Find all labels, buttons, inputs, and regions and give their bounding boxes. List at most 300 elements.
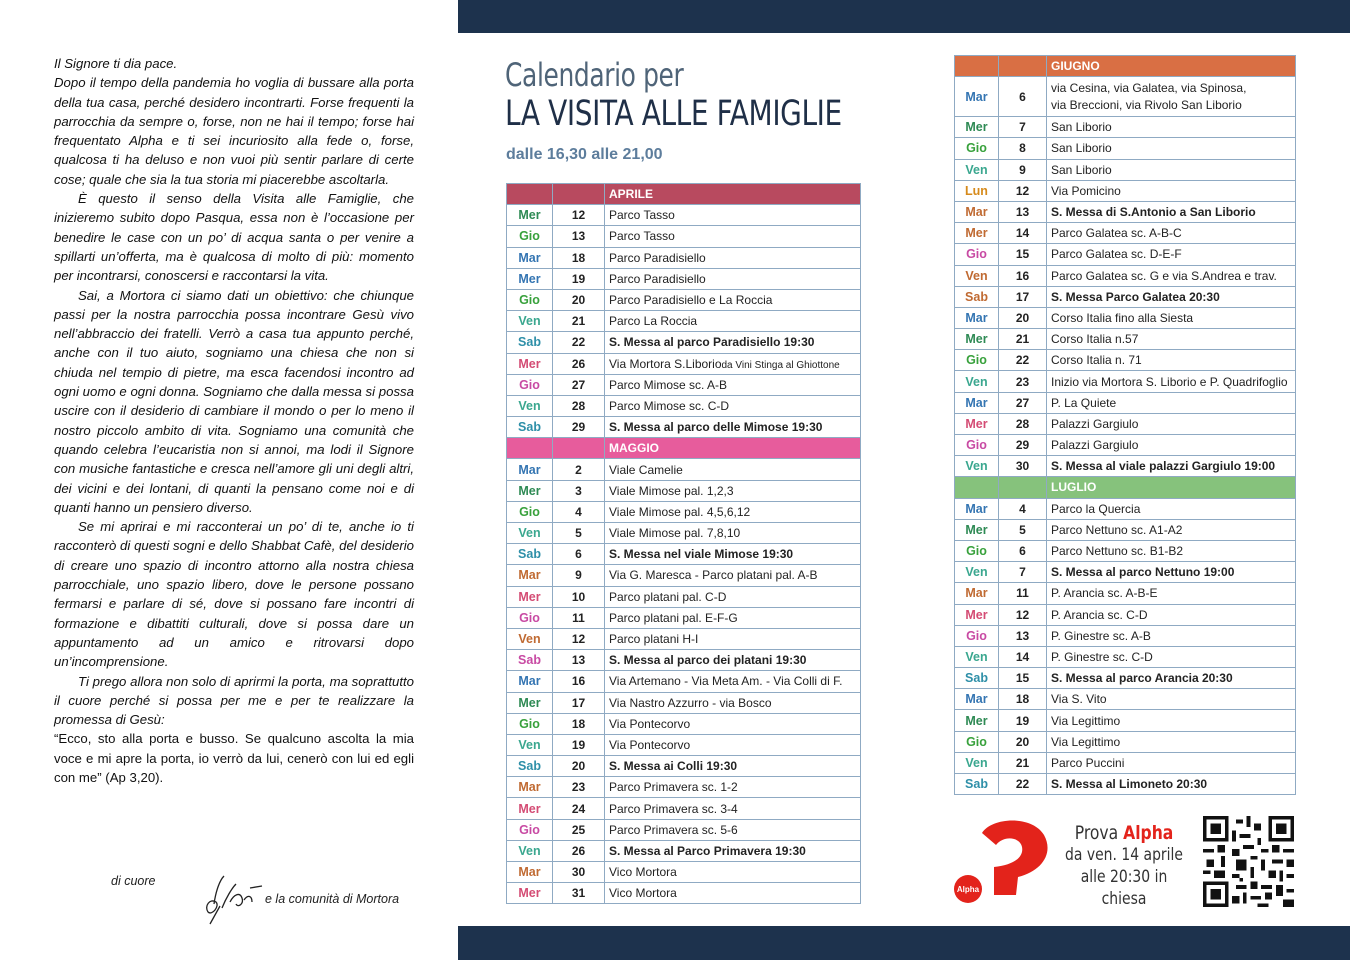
day-number: 23 <box>553 777 605 798</box>
day-name: Mer <box>955 710 999 731</box>
table-row <box>955 646 1296 667</box>
day-name: Ven <box>955 265 999 286</box>
table-row <box>955 138 1296 159</box>
table-row <box>955 307 1296 328</box>
day-number: 18 <box>553 713 605 734</box>
promo-line1: Prova Alpha <box>1074 822 1174 844</box>
table-row <box>955 180 1296 201</box>
table-row <box>507 205 861 226</box>
month-header-giugno <box>955 56 1296 77</box>
day-name: Ven <box>507 311 553 332</box>
day-number: 28 <box>553 395 605 416</box>
day-name: Sab <box>955 774 999 795</box>
table-row <box>507 417 861 438</box>
day-number: 2 <box>553 459 605 480</box>
day-number: 12 <box>553 628 605 649</box>
day-number: 15 <box>999 668 1047 689</box>
day-number: 21 <box>553 311 605 332</box>
visit-location: Corso Italia n.57 <box>1047 329 1296 350</box>
day-number: 14 <box>999 223 1047 244</box>
visit-location: Palazzi Gargiulo <box>1047 413 1296 434</box>
day-number: 26 <box>553 353 605 374</box>
promo-line2: da ven. 14 aprile <box>1065 845 1183 865</box>
day-number: 17 <box>553 692 605 713</box>
table-row <box>955 413 1296 434</box>
table-row <box>507 226 861 247</box>
visit-location: Parco Tasso <box>605 205 861 226</box>
day-name: Mar <box>507 247 553 268</box>
visit-location: S. Messa al parco delle Mimose 19:30 <box>605 417 861 438</box>
day-name: Ven <box>955 752 999 773</box>
month-name: MAGGIO <box>605 438 861 459</box>
visit-location: Via S. Vito <box>1047 689 1296 710</box>
visit-location: Via Pontecorvo <box>605 713 861 734</box>
table-row <box>507 353 861 374</box>
month-header-aprile <box>507 184 861 205</box>
month-header-cell <box>553 438 605 459</box>
table-row <box>507 798 861 819</box>
day-name: Gio <box>507 226 553 247</box>
visit-location: Parco Paradisiello <box>605 247 861 268</box>
day-number: 27 <box>553 374 605 395</box>
table-row <box>955 117 1296 138</box>
letter-signoff: di cuore <box>111 874 156 888</box>
day-name: Ven <box>507 628 553 649</box>
day-number: 26 <box>553 840 605 861</box>
table-row <box>507 501 861 522</box>
day-name: Ven <box>507 395 553 416</box>
table-row <box>507 289 861 310</box>
day-name: Ven <box>955 159 999 180</box>
day-name: Ven <box>507 734 553 755</box>
letter-paragraph: Dopo il tempo della pandemia ho voglia di bussare alla porta della tua casa, perché desidero incontrarti. Forse frequenti la parrocchia da sempre o, forse, non ne hai il tempo; forse hai frequentato Alpha e ti sei incuriosito alla fede o, forse, qualcosa ti ha deluso e non vuoi più sentir parlare di certe cose; quale che sia la tua storia mi piacerebbe ascoltarla. <box>54 75 414 187</box>
visit-location: Parco Mimose sc. A-B <box>605 374 861 395</box>
visit-location: P. La Quiete <box>1047 392 1296 413</box>
table-row <box>955 244 1296 265</box>
table-row <box>955 498 1296 519</box>
month-header-cell <box>507 184 553 205</box>
table-row <box>507 374 861 395</box>
visit-location: Via Nastro Azzurro - via Bosco <box>605 692 861 713</box>
day-number: 14 <box>999 646 1047 667</box>
day-name: Mer <box>507 798 553 819</box>
visit-location: S. Messa ai Colli 19:30 <box>605 756 861 777</box>
day-number: 19 <box>553 268 605 289</box>
day-name: Mar <box>507 565 553 586</box>
table-row <box>955 625 1296 646</box>
day-name: Ven <box>507 840 553 861</box>
day-number: 12 <box>553 205 605 226</box>
visit-location: San Liborio <box>1047 159 1296 180</box>
table-row <box>955 731 1296 752</box>
visit-location: via Cesina, via Galatea, via Spinosa, via Breccioni, via Rivolo San Liborio <box>1047 77 1296 117</box>
visit-location: P. Arancia sc. A-B-E <box>1047 583 1296 604</box>
day-number: 20 <box>553 289 605 310</box>
visit-location: S. Messa al parco Paradisiello 19:30 <box>605 332 861 353</box>
day-name: Sab <box>507 756 553 777</box>
bottom-banner <box>458 926 1350 960</box>
table-row <box>507 756 861 777</box>
day-number: 20 <box>553 756 605 777</box>
day-number: 12 <box>999 180 1047 201</box>
day-name: Mar <box>507 777 553 798</box>
day-name: Mer <box>507 480 553 501</box>
day-name: Mer <box>955 519 999 540</box>
day-name: Mar <box>507 862 553 883</box>
alpha-logo-icon <box>952 815 1057 905</box>
day-number: 22 <box>999 350 1047 371</box>
day-number: 17 <box>999 286 1047 307</box>
day-name: Ven <box>955 562 999 583</box>
day-name: Gio <box>507 374 553 395</box>
top-banner <box>458 0 1350 33</box>
letter-paragraph: È questo il senso della Visita alle Famiglie, che inizieremo subito dopo Pasqua, essa non è l’occasione per benedire le case con un po’ di acqua santa o per venire a spillarti un’offerta, ma è qualcosa di molto di più: momento per incontrarsi, conoscersi e raccontarsi la vita. <box>54 191 414 284</box>
day-number: 6 <box>999 77 1047 117</box>
day-number: 5 <box>553 523 605 544</box>
table-row <box>507 734 861 755</box>
visit-location: Via Mortora S.Liborioda Vini Stinga al Ghiottone <box>605 353 861 374</box>
visit-location: Via Pomicino <box>1047 180 1296 201</box>
day-number: 5 <box>999 519 1047 540</box>
day-number: 22 <box>999 774 1047 795</box>
table-row <box>507 671 861 692</box>
day-number: 16 <box>553 671 605 692</box>
visit-location: Parco La Roccia <box>605 311 861 332</box>
day-name: Gio <box>955 731 999 752</box>
day-number: 13 <box>553 226 605 247</box>
day-name: Mar <box>507 671 553 692</box>
visit-location: S. Messa di S.Antonio a San Liborio <box>1047 201 1296 222</box>
calendar-table-june-july <box>954 55 1296 795</box>
table-row <box>955 350 1296 371</box>
day-number: 30 <box>999 456 1047 477</box>
visit-location: San Liborio <box>1047 117 1296 138</box>
visit-location: Viale Mimose pal. 4,5,6,12 <box>605 501 861 522</box>
calendar-table-april-may <box>506 183 861 904</box>
day-name: Ven <box>507 523 553 544</box>
day-number: 11 <box>553 607 605 628</box>
day-number: 25 <box>553 819 605 840</box>
visit-location: Parco Galatea sc. G e via S.Andrea e trav. <box>1047 265 1296 286</box>
table-row <box>507 332 861 353</box>
visit-location: Parco Primavera sc. 3-4 <box>605 798 861 819</box>
visit-location: Corso Italia fino alla Siesta <box>1047 307 1296 328</box>
day-name: Sab <box>507 650 553 671</box>
visit-location: Parco platani pal. E-F-G <box>605 607 861 628</box>
visit-location: Parco Galatea sc. D-E-F <box>1047 244 1296 265</box>
table-row <box>507 607 861 628</box>
visit-location: P. Ginestre sc. A-B <box>1047 625 1296 646</box>
day-name: Gio <box>955 435 999 456</box>
month-header-cell <box>999 477 1047 498</box>
visit-location: S. Messa al parco Arancia 20:30 <box>1047 668 1296 689</box>
month-header-luglio <box>955 477 1296 498</box>
day-name: Gio <box>507 713 553 734</box>
visit-location: P. Ginestre sc. C-D <box>1047 646 1296 667</box>
table-row <box>507 692 861 713</box>
day-number: 15 <box>999 244 1047 265</box>
day-name: Mer <box>955 604 999 625</box>
visit-location: Corso Italia n. 71 <box>1047 350 1296 371</box>
day-name: Gio <box>955 540 999 561</box>
month-header-cell <box>507 438 553 459</box>
visit-location: S. Messa al Limoneto 20:30 <box>1047 774 1296 795</box>
table-row <box>507 459 861 480</box>
table-row <box>955 668 1296 689</box>
day-number: 13 <box>999 625 1047 646</box>
day-name: Sab <box>507 332 553 353</box>
month-header-cell <box>999 56 1047 77</box>
table-row <box>507 480 861 501</box>
month-name: APRILE <box>605 184 861 205</box>
visit-location: Viale Mimose pal. 1,2,3 <box>605 480 861 501</box>
table-row <box>507 565 861 586</box>
day-name: Ven <box>955 371 999 392</box>
letter-paragraph: Sai, a Mortora ci siamo dati un obiettivo: che chiunque passi per la nostra parrocchia possa incontrare Gesù vivo nell’abbraccio dei fratelli. Verrò a casa tua appunto perché, anche con il tuo aiuto, sogniamo una chiesa che non si chiuda nel tempio di pietre, ma esca facendosi incontro ad ogni uomo e ogni donna. Sogniamo che dalla messa si possa uscire con il desiderio di cambiare il mondo o per lo meno il nostro piccolo ambito di vita. Sogniamo una comunità che quando celebra l’eucaristia non si annoi, ma lodi il Signore con musiche fantastiche e cresca nell’amore gli uni degli altri, dei vicini e dei lontani, di quanti la pensano come noi e di quanti hanno un pensiero diverso. <box>54 287 414 515</box>
visit-location: Parco Mimose sc. C-D <box>605 395 861 416</box>
table-row <box>955 435 1296 456</box>
table-row <box>955 710 1296 731</box>
day-name: Mer <box>955 413 999 434</box>
month-name: LUGLIO <box>1047 477 1296 498</box>
day-number: 21 <box>999 752 1047 773</box>
day-name: Sab <box>955 286 999 307</box>
day-number: 30 <box>553 862 605 883</box>
table-row <box>507 523 861 544</box>
day-name: Gio <box>507 501 553 522</box>
table-row <box>507 777 861 798</box>
day-number: 9 <box>553 565 605 586</box>
month-header-cell <box>955 56 999 77</box>
day-number: 16 <box>999 265 1047 286</box>
day-number: 12 <box>999 604 1047 625</box>
day-number: 4 <box>553 501 605 522</box>
signature-icon <box>200 868 270 930</box>
day-name: Lun <box>955 180 999 201</box>
day-name: Mar <box>955 583 999 604</box>
table-row <box>955 371 1296 392</box>
visit-location: S. Messa Parco Galatea 20:30 <box>1047 286 1296 307</box>
day-name: Gio <box>955 138 999 159</box>
visit-location: Parco Paradisiello e La Roccia <box>605 289 861 310</box>
visit-location: Vico Mortora <box>605 883 861 904</box>
table-row <box>507 713 861 734</box>
day-name: Mar <box>955 689 999 710</box>
letter-greeting: Il Signore ti dia pace. <box>54 56 178 71</box>
table-row <box>955 540 1296 561</box>
day-name: Gio <box>507 607 553 628</box>
visit-location: Parco Paradisiello <box>605 268 861 289</box>
day-number: 31 <box>553 883 605 904</box>
day-name: Sab <box>507 544 553 565</box>
visit-location: Parco Primavera sc. 5-6 <box>605 819 861 840</box>
day-name: Sab <box>955 668 999 689</box>
day-name: Mer <box>955 329 999 350</box>
table-row <box>507 819 861 840</box>
table-row <box>955 519 1296 540</box>
day-name: Gio <box>507 819 553 840</box>
day-number: 28 <box>999 413 1047 434</box>
day-name: Mer <box>507 883 553 904</box>
day-number: 19 <box>553 734 605 755</box>
visit-hours: dalle 16,30 alle 21,00 <box>506 146 663 163</box>
day-number: 24 <box>553 798 605 819</box>
visit-location-line2: via Breccioni, via Rivolo San Liborio <box>1051 97 1242 112</box>
visit-location: Parco Nettuno sc. B1-B2 <box>1047 540 1296 561</box>
day-name: Ven <box>955 646 999 667</box>
page-title-line2: LA VISITA ALLE FAMIGLIE <box>505 94 842 134</box>
visit-location: Parco Nettuno sc. A1-A2 <box>1047 519 1296 540</box>
table-row <box>955 265 1296 286</box>
day-name: Mar <box>955 307 999 328</box>
promo-brand: Alpha <box>1123 822 1174 844</box>
day-name: Gio <box>507 289 553 310</box>
visit-location: Viale Mimose pal. 7,8,10 <box>605 523 861 544</box>
day-name: Mer <box>507 692 553 713</box>
letter-community: e la comunità di Mortora <box>265 892 400 906</box>
day-name: Gio <box>955 244 999 265</box>
alpha-promo <box>1044 822 1204 910</box>
day-number: 3 <box>553 480 605 501</box>
day-number: 13 <box>999 201 1047 222</box>
visit-location: S. Messa al Parco Primavera 19:30 <box>605 840 861 861</box>
visit-location: San Liborio <box>1047 138 1296 159</box>
visit-location: P. Arancia sc. C-D <box>1047 604 1296 625</box>
day-number: 10 <box>553 586 605 607</box>
day-name: Sab <box>507 417 553 438</box>
visit-location-detail: da Vini Stinga al Ghiottone <box>721 359 840 371</box>
letter-quote: “Ecco, sto alla porta e busso. Se qualcuno ascolta la mia voce e mi apre la porta, io verrò da lui, cenerò con lui ed egli con me” (Ap 3,20). <box>54 731 414 785</box>
day-number: 20 <box>999 731 1047 752</box>
table-row <box>507 311 861 332</box>
visit-location: Parco Primavera sc. 1-2 <box>605 777 861 798</box>
day-name: Mer <box>507 353 553 374</box>
day-number: 8 <box>999 138 1047 159</box>
table-row <box>955 456 1296 477</box>
visit-location: Vico Mortora <box>605 862 861 883</box>
table-row <box>507 395 861 416</box>
day-number: 9 <box>999 159 1047 180</box>
month-header-cell <box>553 184 605 205</box>
visit-location: S. Messa nel viale Mimose 19:30 <box>605 544 861 565</box>
day-name: Gio <box>955 350 999 371</box>
pastoral-letter <box>54 54 414 787</box>
visit-location: Parco Galatea sc. A-B-C <box>1047 223 1296 244</box>
promo-line3: alle 20:30 in chiesa <box>1080 867 1168 909</box>
day-number: 13 <box>553 650 605 671</box>
visit-location: Via Pontecorvo <box>605 734 861 755</box>
table-row <box>507 862 861 883</box>
day-name: Mar <box>955 392 999 413</box>
visit-location: Via Legittimo <box>1047 710 1296 731</box>
day-name: Mar <box>507 459 553 480</box>
day-name: Mar <box>955 201 999 222</box>
table-row <box>507 840 861 861</box>
visit-location: S. Messa al viale palazzi Gargiulo 19:00 <box>1047 456 1296 477</box>
visit-location: Parco Puccini <box>1047 752 1296 773</box>
day-number: 18 <box>553 247 605 268</box>
day-number: 11 <box>999 583 1047 604</box>
visit-location: Via Legittimo <box>1047 731 1296 752</box>
visit-location: Via Artemano - Via Meta Am. - Via Colli di F. <box>605 671 861 692</box>
day-number: 21 <box>999 329 1047 350</box>
day-name: Ven <box>955 456 999 477</box>
table-row <box>507 247 861 268</box>
day-number: 29 <box>999 435 1047 456</box>
table-row <box>507 628 861 649</box>
table-row <box>955 583 1296 604</box>
day-number: 27 <box>999 392 1047 413</box>
table-row <box>955 392 1296 413</box>
table-row <box>955 286 1296 307</box>
day-name: Mer <box>507 586 553 607</box>
day-number: 7 <box>999 562 1047 583</box>
table-row <box>955 689 1296 710</box>
day-number: 29 <box>553 417 605 438</box>
qr-code-icon[interactable] <box>1202 816 1295 907</box>
day-number: 6 <box>553 544 605 565</box>
table-row <box>955 201 1296 222</box>
table-row <box>955 752 1296 773</box>
day-name: Mer <box>507 268 553 289</box>
day-name: Mer <box>955 117 999 138</box>
table-row <box>955 604 1296 625</box>
month-header-maggio <box>507 438 861 459</box>
table-row <box>955 774 1296 795</box>
day-name: Mar <box>955 77 999 117</box>
table-row <box>955 77 1296 117</box>
visit-location: Parco platani pal. C-D <box>605 586 861 607</box>
day-number: 7 <box>999 117 1047 138</box>
visit-location: S. Messa al parco dei platani 19:30 <box>605 650 861 671</box>
visit-location: Inizio via Mortora S. Liborio e P. Quadrifoglio <box>1047 371 1296 392</box>
letter-paragraph: Ti prego allora non solo di aprirmi la porta, ma soprattutto il cuore perché si possa per me e per te realizzare la promessa di Gesù: <box>54 673 414 728</box>
day-number: 23 <box>999 371 1047 392</box>
day-number: 6 <box>999 540 1047 561</box>
day-name: Mer <box>955 223 999 244</box>
day-name: Mar <box>955 498 999 519</box>
visit-location: S. Messa al parco Nettuno 19:00 <box>1047 562 1296 583</box>
table-row <box>507 586 861 607</box>
table-row <box>955 159 1296 180</box>
table-row <box>507 544 861 565</box>
table-row <box>955 562 1296 583</box>
day-number: 20 <box>999 307 1047 328</box>
page-title-line1: Calendario per <box>505 56 684 94</box>
day-number: 19 <box>999 710 1047 731</box>
day-name: Gio <box>955 625 999 646</box>
day-number: 22 <box>553 332 605 353</box>
day-number: 18 <box>999 689 1047 710</box>
table-row <box>507 268 861 289</box>
visit-location: Palazzi Gargiulo <box>1047 435 1296 456</box>
month-header-cell <box>955 477 999 498</box>
visit-location: Parco platani H-I <box>605 628 861 649</box>
table-row <box>955 223 1296 244</box>
alpha-logo-text: Alpha <box>956 885 980 894</box>
table-row <box>955 329 1296 350</box>
month-name: GIUGNO <box>1047 56 1296 77</box>
visit-location: Via G. Maresca - Parco platani pal. A-B <box>605 565 861 586</box>
day-name: Mer <box>507 205 553 226</box>
table-row <box>507 650 861 671</box>
visit-location: Viale Camelie <box>605 459 861 480</box>
day-number: 4 <box>999 498 1047 519</box>
visit-location: Parco la Quercia <box>1047 498 1296 519</box>
letter-paragraph: Se mi aprirai e mi racconterai un po’ di te, anche io ti racconterò di questi sogni e dello Shabbat Cafè, del desiderio di creare uno spazio di incontro attorno alla nostra chiesa parrocchiale, uno spazio libero, dove le persone possano fermarsi e parlare di sé, dove si possano fare incontri di formazione e dibattiti culturali, dove si possa dare un appuntamento ad un amico e ritrovarsi dopo un’incomprensione. <box>54 519 414 670</box>
table-row <box>507 883 861 904</box>
visit-location: Parco Tasso <box>605 226 861 247</box>
